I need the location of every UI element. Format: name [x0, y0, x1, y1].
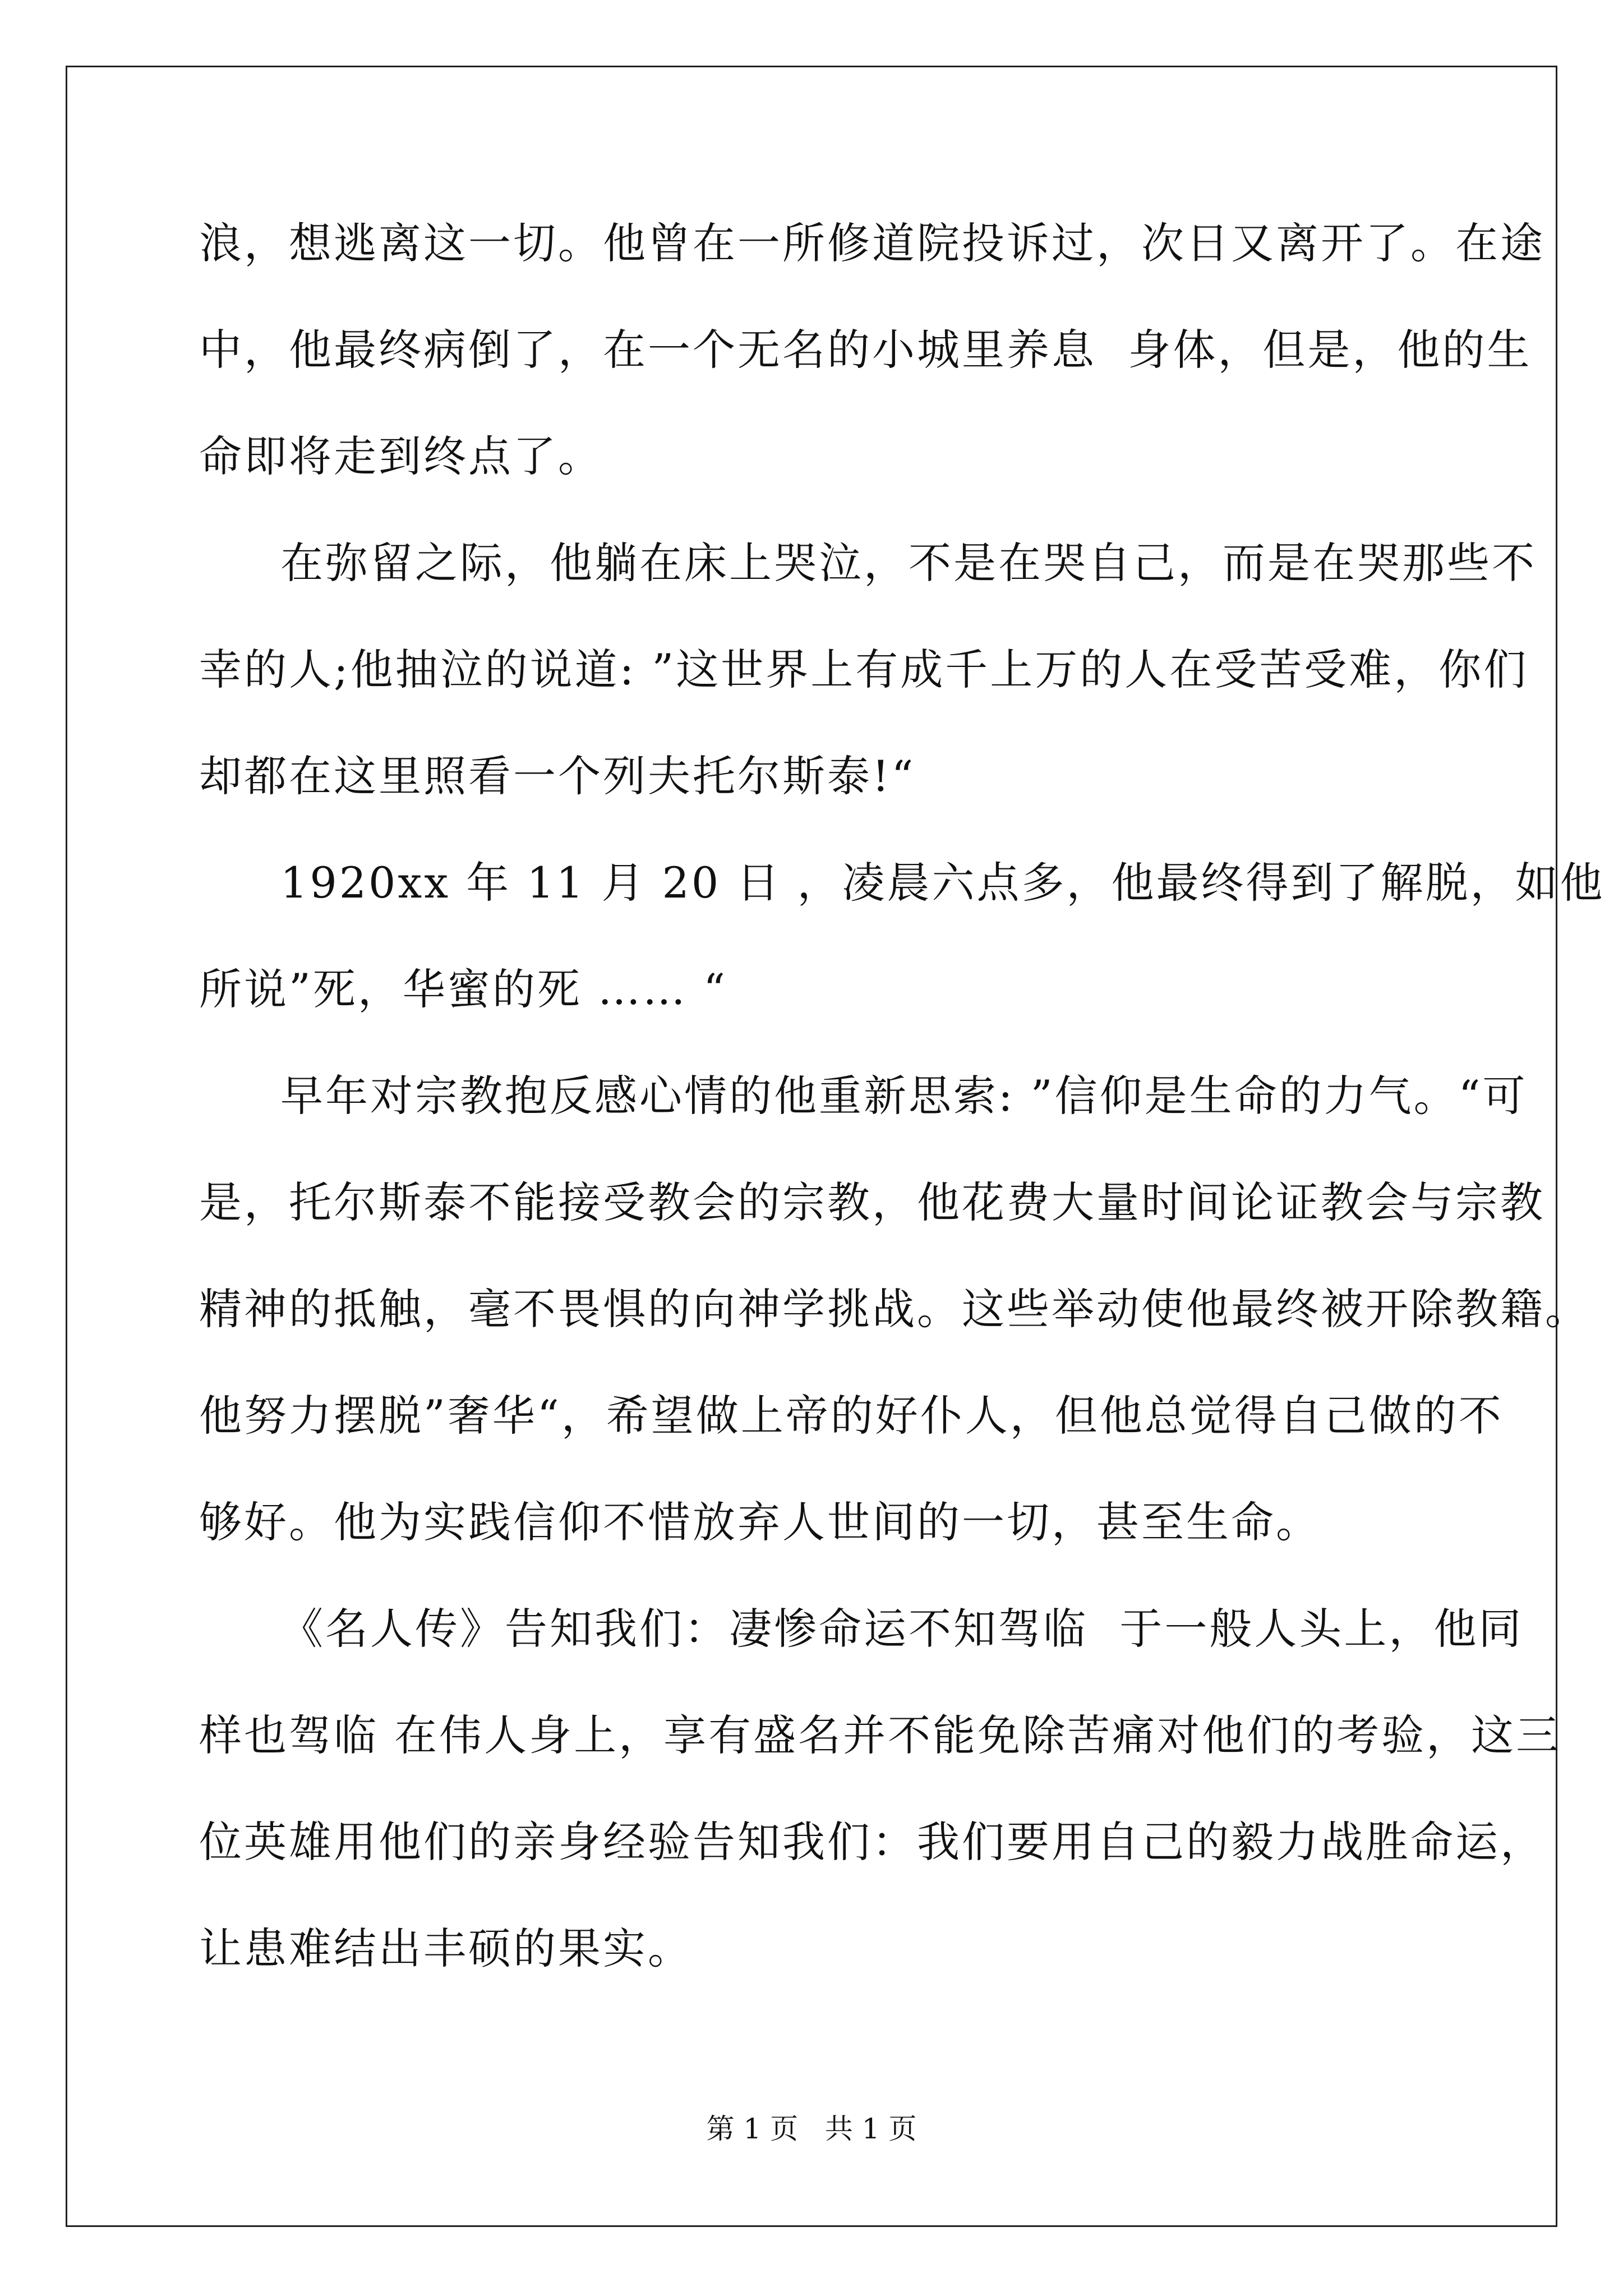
- paragraph-start-line: 在弥留之际，他躺在床上哭泣，不是在哭自己，而是在哭那些不: [280, 538, 1537, 588]
- text-line: 够好。他为实践信仰不惜放弃人世间的一切，甚至生命。: [199, 1497, 1321, 1547]
- text-line: 浪，想逃离这一切。他曾在一所修道院投诉过，次日又离开了。在途: [199, 218, 1545, 268]
- text-line: 样也驾临 在伟人身上，享有盛名并不能免除苦痛对他们的考验，这三: [199, 1710, 1561, 1760]
- text-line: 精神的抵触，毫不畏惧的向神学挑战。这些举动使他最终被开除教籍。: [199, 1284, 1590, 1334]
- text-line: 让患难结出丰硕的果实。: [199, 1924, 693, 1973]
- text-line: 命即将走到终点了。: [199, 431, 603, 481]
- text-line: 却都在这里照看一个列夫托尔斯泰!“: [199, 751, 916, 801]
- page-border: [66, 66, 1557, 2227]
- paragraph-start-line: 早年对宗教抱反感心情的他重新思索: ”信仰是生命的力气。“可: [280, 1071, 1528, 1121]
- paragraph-start-line: 1920xx 年 11 月 20 日 ，凌晨六点多，他最终得到了解脱，如他: [280, 858, 1605, 908]
- text-line: 幸的人;他抽泣的说道: ”这世界上有成千上万的人在受苦受难，你们: [199, 645, 1529, 694]
- page-number-footer: 第 1 页 共 1 页: [706, 2113, 917, 2145]
- text-line: 中，他最终病倒了，在一个无名的小城里养息 身体，但是，他的生: [199, 325, 1532, 375]
- text-line: 位英雄用他们的亲身经验告知我们：我们要用自己的毅力战胜命运，: [199, 1817, 1545, 1867]
- text-line: 所说”死，华蜜的死 …… “: [199, 964, 728, 1014]
- paragraph-start-line: 《名人传》告知我们：凄惨命运不知驾临 于一般人头上，他同: [280, 1604, 1524, 1654]
- text-line: 是，托尔斯泰不能接受教会的宗教，他花费大量时间论证教会与宗教: [199, 1177, 1545, 1227]
- text-line: 他努力摆脱”奢华“，希望做上帝的好仆人，但他总觉得自己做的不: [199, 1391, 1504, 1441]
